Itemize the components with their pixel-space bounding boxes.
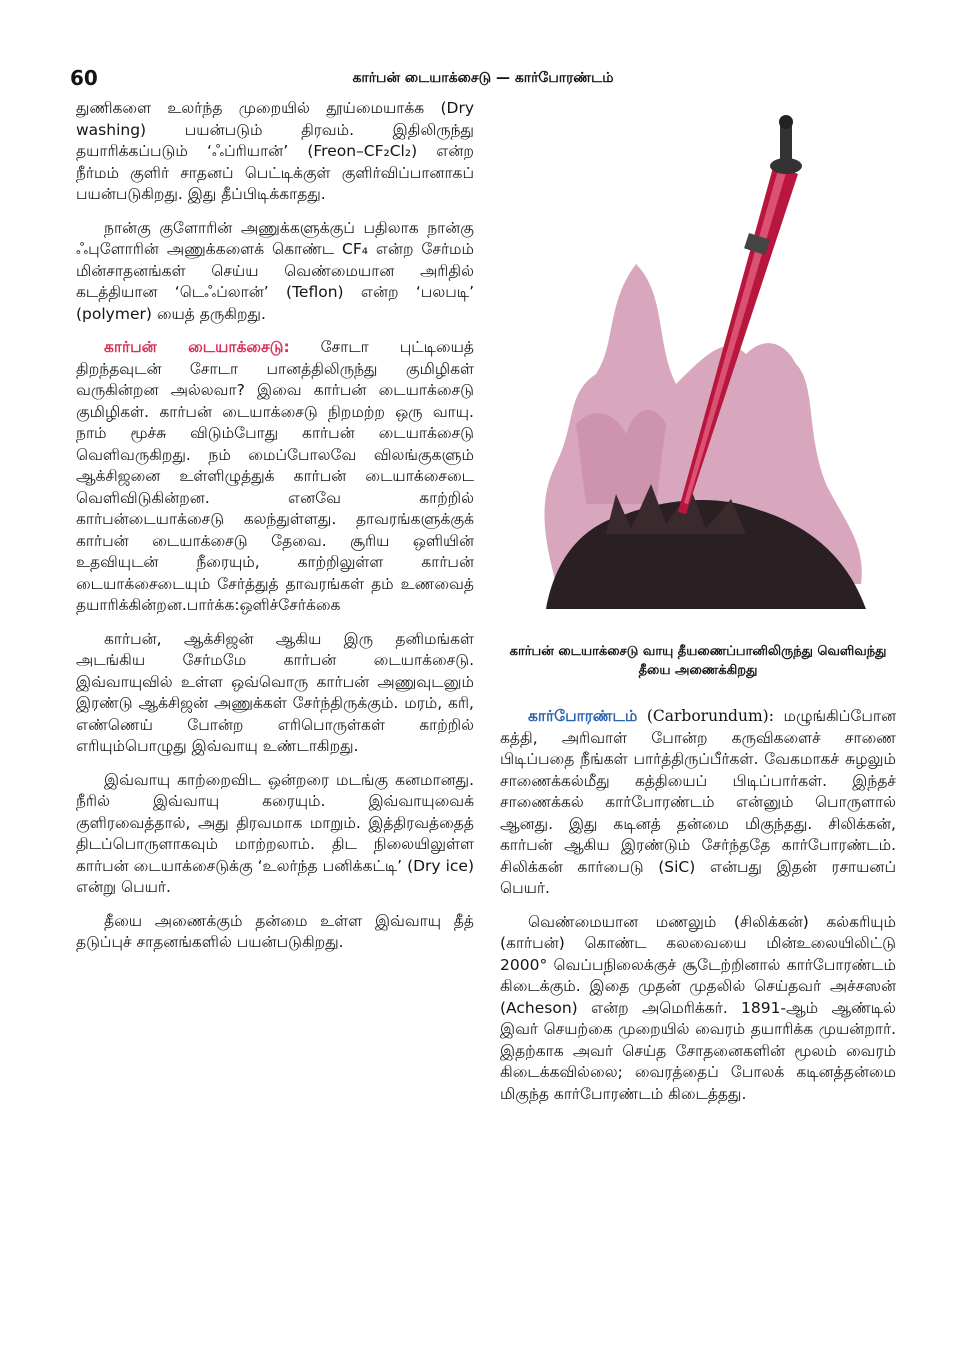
paragraph-dry-washing: துணிகளை உலர்ந்த முறையில் தூய்மையாக்க (Dry washing) பயன்படும் திரவம். இதிலிருந்து தயாரிக்கப்படும் ‘ஃப்ரியான்’ (Freon–CF₂Cl₂) என்ற நீர்மம் குளிர் சாதனப் பெட்டிக்குள் குளிர்விப்பானாகப் பயன்படுகிறது. இது தீப்பிடிக்காதது. [76, 99, 474, 203]
paragraph-composition: கார்பன், ஆக்சிஜன் ஆகிய இரு தனிமங்கள் அடங்கிய சேர்மமே கார்பன் டையாக்சைடு. இவ்வாயுவில் உள்ள ஒவ்வொரு கார்பன் அணுவுடனும் இரண்டு ஆக்சிஜன் அணுக்கள் சேர்ந்திருக்கும். மரம், கரி, எண்ணெய் போன்ற எரிபொருள்கள் காற்றில் எரியும்பொழுது இவ்வாயு உண்டாகிறது. [76, 629, 474, 755]
extinguisher-smoke-drawing [516, 104, 896, 632]
paragraph-acheson: வெண்மையான மணலும் (சிலிக்கன்) கல்கரியும் (கார்பன்) கொண்ட கலவையை மின்உலையிலிட்டு 2000° வெப்பநிலைக்குச் சூடேற்றினால் கார்போரண்டம் கிடைக்கும். இதை முதன் முதலில் செய்தவர் அச்சஸன் (Acheson) என்ற அமெரிக்கர். 1891-ஆம் ஆண்டில் இவர் செயற்கை முறையில் வைரம் தயாரிக்க முயன்றார். இதற்காக அவர் செய்த சோதனைகளின் மூலம் வைரம் கிடைக்கவில்லை; வைரத்தைப் போலக் கடினத்தன்மை மிகுந்த கார்போரண்டம் கிடைத்தது. [500, 912, 896, 1103]
right-column [500, 706, 896, 1117]
paragraph-carborundum [500, 706, 896, 900]
paragraph-teflon: நான்கு குளோரின் அணுக்களுக்குப் பதிலாக நான்கு ஃபுளோரின் அணுக்களைக் கொண்ட CF₄ என்ற சேர்மம் மின்சாதனங்கள் செய்ய வெண்மையான அரிதில் கடத்தியான ‘டெஃப்லான்’ (Teflon) என்ற ‘பலபடி’ (polymer) யைத் தருகிறது. [76, 218, 474, 323]
heading-carborundum: கார்போரண்டம் [528, 707, 638, 725]
page-number: 60 [70, 66, 98, 90]
heading-carborundum-latin: (Carborundum): [646, 707, 774, 725]
figure-caption: கார்பன் டையாக்சைடு வாயு தீயணைப்பானிலிருந்து வெளிவந்து தீயை அணைக்கிறது [509, 644, 887, 678]
left-column [76, 98, 474, 966]
carborundum-body: மழுங்கிப்போன கத்தி, அரிவாள் போன்ற கருவிகளைச் சாணை பிடிப்பதை நீங்கள் பார்த்திருப்பீர்கள். வேகமாகச் சுழலும் சாணைக்கல்மீது கத்தியைப் பிடிப்பார்கள். இந்தச் சாணைக்கல் கார்போரண்டம் என்னும் பொருளால் ஆனது. இது கடினத் தன்மை மிகுந்தது. சிலிக்கன், கார்பன் ஆகிய இரண்டும் சேர்ந்ததே கார்போரண்டம். சிலிக்கன் கார்பைடு (SiC) என்பது இதன் ரசாயனப் பெயர். [500, 707, 896, 897]
running-title: கார்பன் டையாக்சைடு — கார்போரண்டம் [352, 70, 614, 86]
page-header [70, 64, 896, 94]
paragraph-fire-fighting: தீயை அணைக்கும் தன்மை உள்ள இவ்வாயு தீத் தடுப்புச் சாதனங்களில் பயன்படுகிறது. [76, 911, 474, 951]
valve-knob [779, 115, 793, 129]
heading-carbon-dioxide: கார்பன் டையாக்சைடு: [104, 338, 290, 356]
paragraph-carbon-dioxide [76, 337, 474, 617]
paragraph-dry-ice: இவ்வாயு காற்றைவிட ஒன்றரை மடங்கு கனமானது. நீரில் இவ்வாயு கரையும். இவ்வாயுவைக் குளிரவைத்தால், அது திரவமாக மாறும். இத்திரவத்தைத் திடப்பொருளாகவும் மாற்றலாம். திட நிலையிலுள்ள கார்பன் டையாக்சைடுக்கு ‘உலர்ந்த பனிக்கட்டி’ (Dry ice) என்று பெயர். [76, 770, 474, 896]
carbon-dioxide-body: சோடா புட்டியைத் திறந்தவுடன் சோடா பானத்திலிருந்து குமிழிகள் வருகின்றன அல்லவா? இவை கார்பன் டையாக்சைடு குமிழிகள். கார்பன் டையாக்சைடு நிறமற்ற ஒரு வாயு. நாம் மூச்சு விடும்போது கார்பன் டையாக்சைடு வெளிவருகிறது. நம் மைப்போலவே விலங்குகளும் ஆக்சிஜனை உள்ளிழுத்துக் கார்பன் டையாக்சைடை வெளிவிடுகின்றன. எனவே காற்றில் கார்பன்டையாக்சைடு கலந்துள்ளது. தாவரங்களுக்குக் கார்பன் டையாக்சைடு தேவை. சூரிய ஒளியின் உதவியுடன் நீரையும், காற்றிலுள்ள கார்பன் டையாக்சைடையும் சேர்த்துத் தாவரங்கள் தம் உணவைத் தயாரிக்கின்றன.பார்க்க:ஒளிச்சேர்க்கை [76, 338, 474, 614]
valve-stem [780, 124, 792, 164]
fire-extinguisher-illustration [516, 104, 896, 632]
